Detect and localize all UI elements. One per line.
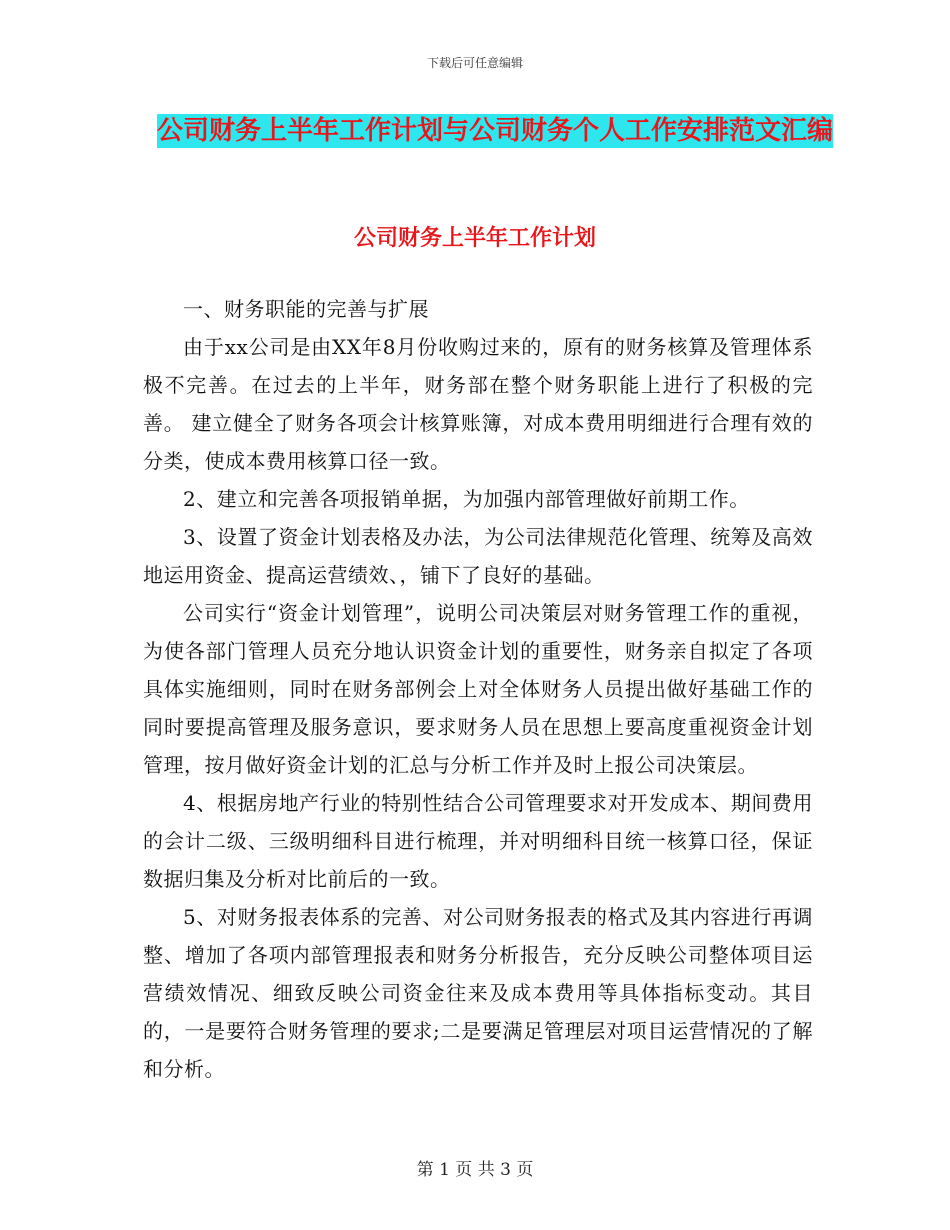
paragraph-item-4: 4、根据房地产行业的特别性结合公司管理要求对开发成本、期间费用的会计二级、三级明细科目进行梳理，并对明细科目统一核算口径，保证数据归集及分析对比前后的一致。 <box>143 791 813 891</box>
document-title-text: 公司财务上半年工作计划与公司财务个人工作安排范文汇编 <box>156 116 833 146</box>
paragraph: 公司实行“资金计划管理”，说明公司决策层对财务管理工作的重视，为使各部门管理人员充分地认识资金计划的重要性，财务亲自拟定了各项具体实施细则，同时在财务部例会上对全体财务人员提出做好基础工作的同时要提高管理及服务意识，要求财务人员在思想上要高度重视资金计划管理，按月做好资金计划的汇总与分析工作并及时上报公司决策层。 <box>143 601 813 777</box>
paragraph-heading-1: 一、财务职能的完善与扩展 <box>183 297 429 321</box>
document-title <box>150 108 840 154</box>
paragraph-item-3: 3、设置了资金计划表格及办法，为公司法律规范化管理、统筹及高效地运用资金、提高运营绩效、，铺下了良好的基础。 <box>143 525 813 587</box>
section-heading: 公司财务上半年工作计划 <box>353 226 596 251</box>
paragraph-item-2: 2、建立和完善各项报销单据，为加强内部管理做好前期工作。 <box>183 487 750 511</box>
paragraph: 由于xx公司是由XX年8月份收购过来的，原有的财务核算及管理体系极不完善。在过去的上半年，财务部在整个财务职能上进行了积极的完善。 建立健全了财务各项会计核算账簿，对成本费用明细进行合理有效的分类，使成本费用核算口径一致。 <box>143 335 813 473</box>
document-body <box>143 290 813 1088</box>
header-note: 下载后可任意编辑 <box>426 56 523 70</box>
paragraph-item-5: 5、对财务报表体系的完善、对公司财务报表的格式及其内容进行再调整、增加了各项内部管理报表和财务分析报告，充分反映公司整体项目运营绩效情况、细致反映公司资金往来及成本费用等具体指标变动。其目的，一是要符合财务管理的要求;二是要满足管理层对项目运营情况的了解和分析。 <box>143 905 813 1081</box>
page-number: 第 1 页 共 3 页 <box>416 1160 534 1180</box>
